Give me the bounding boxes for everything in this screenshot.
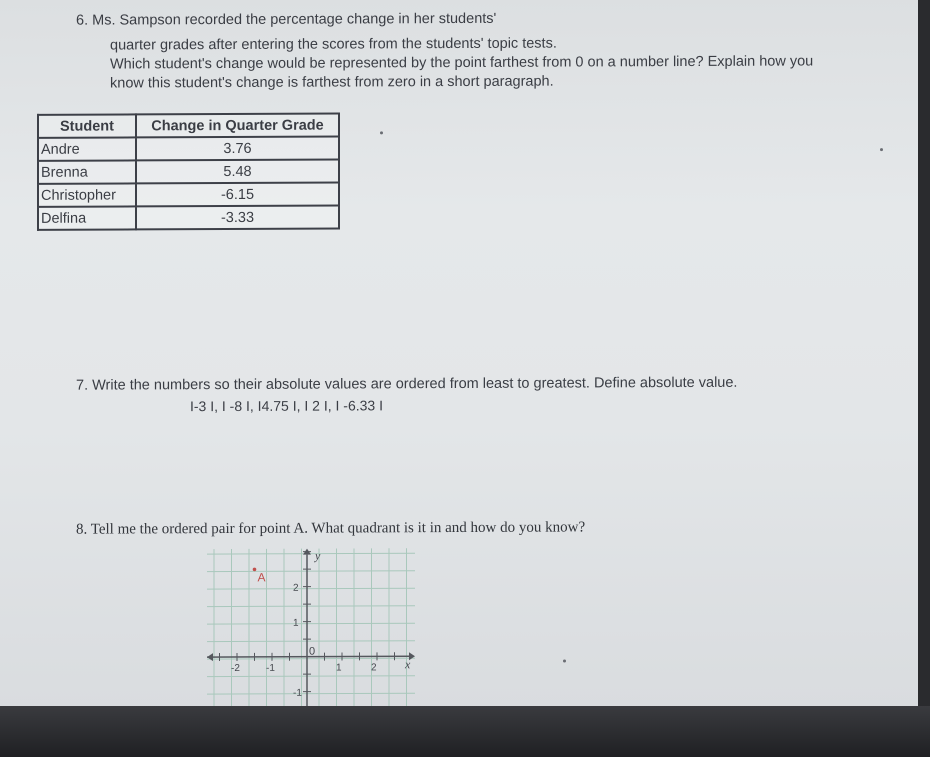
- stray-mark: [880, 148, 883, 151]
- table-row: [38, 183, 339, 207]
- student-name: Brenna: [38, 160, 136, 183]
- header-student: Student: [38, 114, 136, 137]
- point-a-label: A: [257, 570, 266, 585]
- y-tick-label: 1: [293, 617, 299, 629]
- point-a: [253, 568, 257, 572]
- grade-change: -3.33: [136, 206, 339, 230]
- stray-mark: [380, 131, 383, 134]
- x-tick-label: -1: [266, 662, 275, 674]
- student-name: Christopher: [38, 183, 136, 206]
- dark-background: [0, 706, 930, 757]
- grid-line-horizontal: [207, 571, 415, 572]
- grid-line-horizontal: [207, 658, 415, 659]
- y-axis-label: y: [315, 548, 321, 563]
- origin-label: 0: [309, 645, 316, 658]
- question-7-absolute-values: I-3 I, I -8 I, I4.75 I, I 2 I, I -6.33 I: [190, 397, 383, 415]
- axes: [207, 548, 415, 710]
- table-header-row: [38, 114, 339, 138]
- grid-line-horizontal: [207, 641, 415, 642]
- grid-lines: [207, 548, 415, 710]
- grades-table: [37, 113, 340, 231]
- table-row: [38, 206, 339, 230]
- question-7-line-1: 7. Write the numbers so their absolute values are ordered from least to greatest. Define absolute value.: [76, 374, 738, 394]
- x-axis-arrow-left: [207, 653, 213, 661]
- grid-line-horizontal: [207, 676, 415, 677]
- grid-line-horizontal: [207, 693, 415, 694]
- coordinate-plane: [205, 546, 417, 712]
- grid-line-horizontal: [207, 606, 415, 607]
- x-tick-label: 2: [371, 662, 377, 674]
- student-name: Andre: [38, 137, 136, 160]
- table-row: [38, 137, 339, 161]
- grade-change: 5.48: [136, 160, 339, 184]
- question-6-line-4: know this student's change is farthest from zero in a short paragraph.: [110, 73, 554, 92]
- stray-mark: [563, 660, 566, 663]
- x-tick-label: -2: [231, 662, 240, 674]
- y-tick-label: 2: [293, 582, 299, 594]
- grid-line-horizontal: [207, 623, 415, 624]
- student-name: Delfina: [38, 206, 136, 229]
- table-row: [38, 160, 339, 184]
- y-tick-label: -1: [293, 687, 302, 699]
- question-6-line-3: Which student's change would be represented by the point farthest from 0 on a number line? Explain how you: [110, 53, 814, 73]
- x-tick-label: 1: [336, 662, 342, 674]
- grid-line-horizontal: [207, 588, 415, 589]
- grade-change: 3.76: [136, 137, 339, 161]
- grid-line-horizontal: [207, 553, 415, 554]
- question-6-line-2: quarter grades after entering the scores from the students' topic tests.: [110, 35, 557, 54]
- x-axis-label: x: [405, 657, 411, 672]
- question-8-text: 8. Tell me the ordered pair for point A. What quadrant is it in and how do you know?: [76, 519, 586, 538]
- grade-change: -6.15: [136, 183, 339, 207]
- question-6-line-1: 6. Ms. Sampson recorded the percentage change in her students': [76, 10, 497, 29]
- header-change: Change in Quarter Grade: [136, 114, 339, 138]
